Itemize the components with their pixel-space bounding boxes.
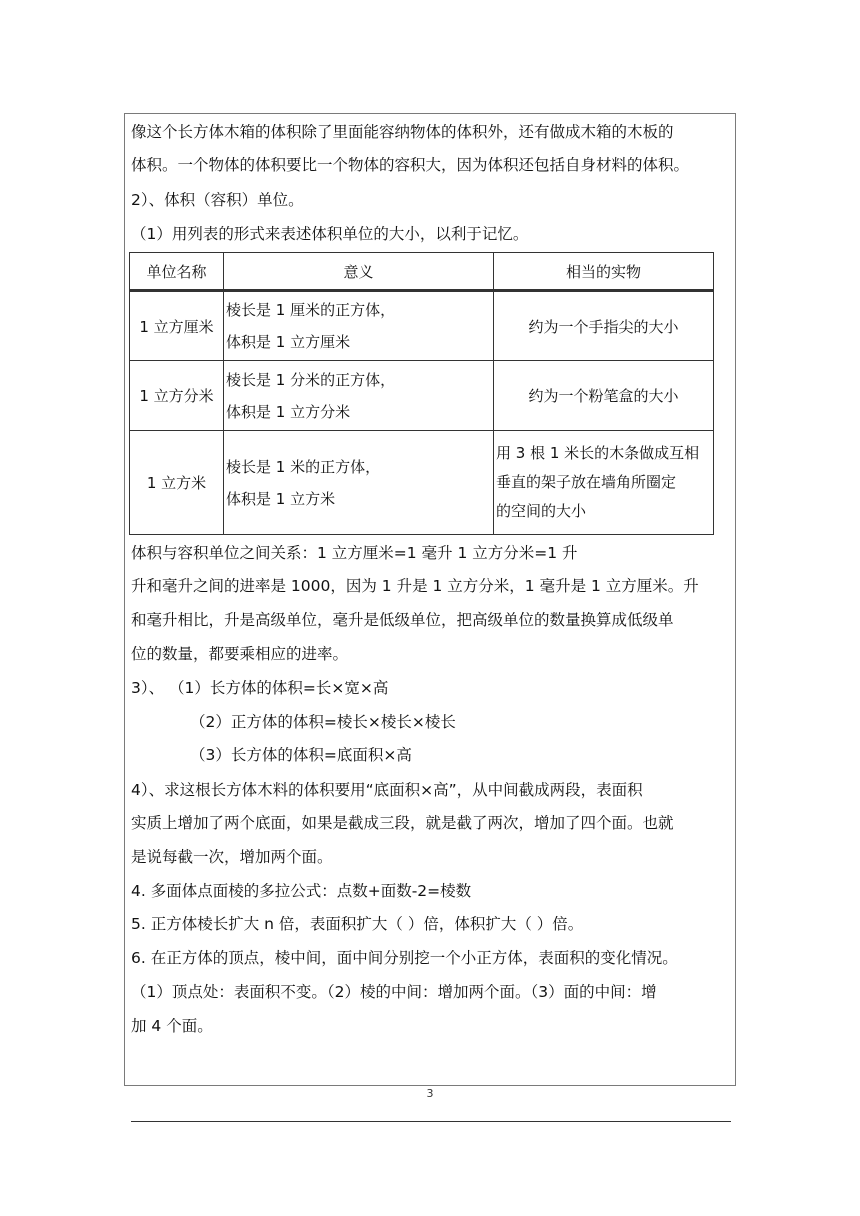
text-line: 5. 正方体棱长扩大 n 倍，表面积扩大（ ）倍，体积扩大（ ）倍。	[131, 915, 584, 933]
text-line: 升和毫升之间的进率是 1000，因为 1 升是 1 立方分米，1 毫升是 1 立方厘米。升	[131, 577, 699, 595]
meaning-line: 棱长是 1 分米的正方体，	[226, 370, 396, 389]
text-line: 是说每截一次，增加两个面。	[131, 848, 333, 866]
text-line: 6. 在正方体的顶点，棱中间，面中间分别挖一个小正方体，表面积的变化情况。	[131, 949, 678, 967]
meaning-cell	[224, 361, 494, 431]
page-number: 3	[426, 1087, 434, 1100]
section-heading: 2）、体积（容积）单位。	[131, 191, 304, 209]
text-line: （1）用列表的形式来表述体积单位的大小，以利于记忆。	[131, 225, 529, 243]
meaning-line: 棱长是 1 米的正方体，	[226, 457, 381, 476]
table-header-row	[130, 253, 714, 291]
text-line: 位的数量，都要乘相应的进率。	[131, 645, 349, 663]
meaning-line: 体积是 1 立方厘米	[226, 333, 351, 351]
formula-line: （3）长方体的体积=底面积×高	[190, 746, 412, 764]
text-line: 4）、求这根长方体木料的体积要用“底面积×高”，从中间截成两段，表面积	[131, 781, 643, 799]
text-line: 4. 多面体点面棱的多拉公式：点数+面数-2=棱数	[131, 882, 472, 900]
table-row	[130, 431, 714, 535]
table-row	[130, 291, 714, 361]
text-line: 实质上增加了两个底面，如果是截成三段，就是截了两次，增加了四个面。也就	[131, 814, 674, 832]
meaning-line: 棱长是 1 厘米的正方体，	[226, 301, 396, 319]
text-line: 和毫升相比，升是高级单位，毫升是低级单位，把高级单位的数量换算成低级单	[131, 611, 674, 629]
volume-units-table	[129, 252, 714, 535]
meaning-line: 体积是 1 立方米	[226, 489, 336, 508]
meaning-cell	[224, 431, 494, 535]
meaning-line: 体积是 1 立方分米	[226, 402, 351, 421]
table-row	[130, 361, 714, 431]
table-header: 相当的实物	[494, 253, 714, 291]
object-line: 的空间的大小	[496, 502, 587, 520]
text-line: （1）顶点处：表面积不变。（2）棱的中间：增加两个面。（3）面的中间：增	[131, 983, 657, 1001]
text-line: 加 4 个面。	[131, 1017, 213, 1035]
unit-name-cell: 1 立方分米	[130, 361, 224, 431]
table-header: 意义	[224, 253, 494, 291]
meaning-cell	[224, 291, 494, 361]
object-line: 用 3 根 1 米长的木条做成互相	[496, 444, 700, 462]
object-cell: 约为一个手指尖的大小	[494, 291, 714, 361]
text-line: 像这个长方体木箱的体积除了里面能容纳物体的体积外，还有做成木箱的木板的	[131, 123, 674, 141]
text-line: 体积与容积单位之间关系：1 立方厘米=1 毫升 1 立方分米=1 升	[131, 544, 578, 562]
formula-line: 3）、 （1）长方体的体积=长×宽×高	[131, 679, 389, 697]
object-cell	[494, 431, 714, 535]
object-line: 垂直的架子放在墙角所圈定	[496, 473, 677, 491]
formula-line: （2）正方体的体积=棱长×棱长×棱长	[190, 713, 456, 731]
unit-name-cell: 1 立方米	[130, 431, 224, 535]
unit-name-cell: 1 立方厘米	[130, 291, 224, 361]
text-line: 体积。一个物体的体积要比一个物体的容积大，因为体积还包括自身材料的体积。	[131, 156, 690, 174]
table-header: 单位名称	[130, 253, 224, 291]
footer-rule	[131, 1121, 731, 1122]
object-cell: 约为一个粉笔盒的大小	[494, 361, 714, 431]
